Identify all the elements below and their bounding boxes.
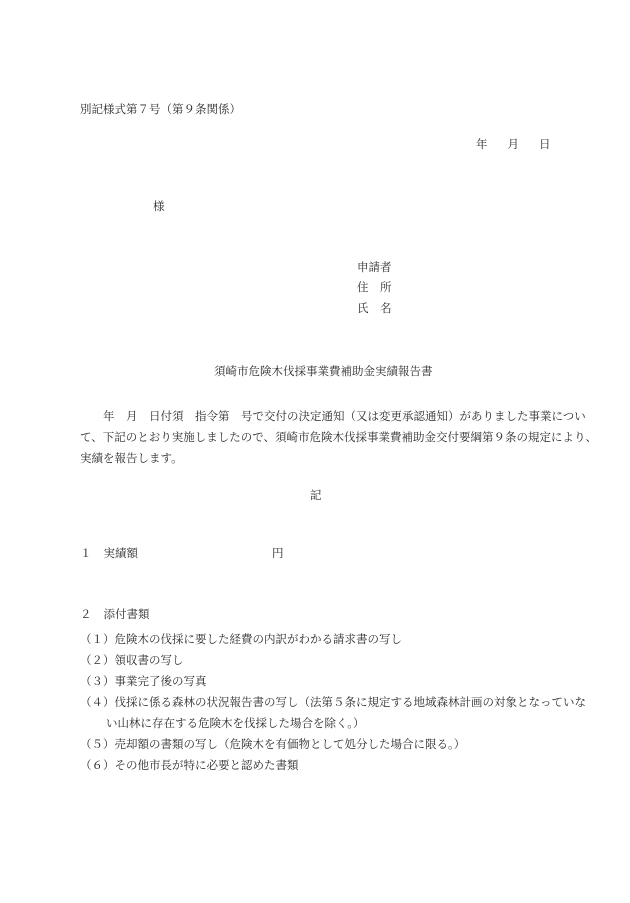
date-month-label: 月 (507, 137, 519, 151)
body-line: 年 月 日付須 指令第 号で交付の決定通知（又は変更承認通知）がありました事業につい (80, 409, 586, 423)
attachment-item: （２）領収書の写し (80, 653, 184, 667)
attachment-item: （５）売却額の書類の写し（危険木を有価物として処分した場合に限る。） (80, 737, 466, 751)
addressee-suffix: 様 (153, 199, 165, 213)
ki-heading: 記 (310, 488, 322, 502)
item1-unit: 円 (272, 546, 284, 560)
item2-label: 添付書類 (103, 607, 150, 621)
item-actual-amount (80, 546, 284, 560)
attachment-item: （４）伐採に係る森林の状況報告書の写し（法第５条に規定する地域森林計画の対象となっていな (80, 695, 586, 709)
applicant-heading: 申請者 (357, 260, 392, 274)
date-year-label: 年 (476, 137, 488, 151)
item1-label: 実績額 (103, 546, 138, 560)
item1-number: １ (80, 546, 92, 560)
attachment-item: （１）危険木の伐採に要した経費の内訳がわかる請求書の写し (80, 632, 402, 646)
attachment-item: （３）事業完了後の写真 (80, 674, 207, 688)
item-attachments-heading (80, 609, 150, 621)
attachment-item-continuation: い山林に存在する危険木を伐採した場合を除く。） (106, 716, 365, 730)
attachment-item: （６）その他市長が特に必要と認めた書類 (80, 758, 299, 772)
attachments-list (80, 629, 586, 776)
body-line: て、下記のとおり実施しましたので、須崎市危険木伐採事業費補助金交付要綱第９条の規定により、 (80, 430, 598, 444)
document-title: 須崎市危険木伐採事業費補助金実績報告書 (214, 364, 433, 378)
applicant-name-label: 氏 名 (357, 301, 392, 315)
date-line (476, 139, 551, 151)
item2-number: ２ (80, 607, 92, 621)
body-paragraph (80, 406, 598, 469)
form-number: 別記様式第７号（第９条関係） (80, 102, 241, 116)
applicant-address-label: 住 所 (357, 280, 392, 294)
date-day-label: 日 (539, 137, 551, 151)
body-line: 実績を報告します。 (80, 451, 183, 465)
